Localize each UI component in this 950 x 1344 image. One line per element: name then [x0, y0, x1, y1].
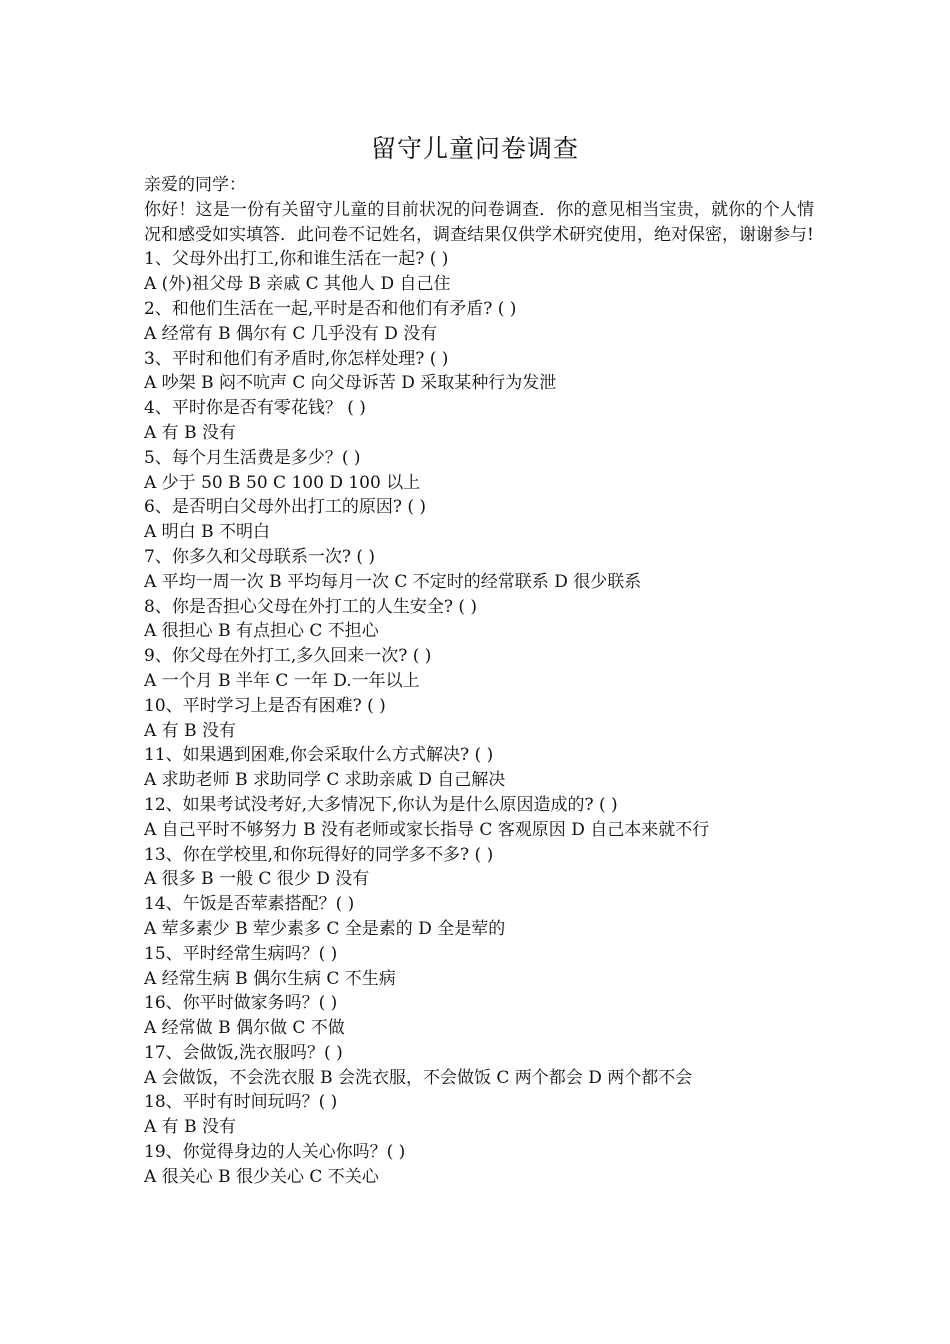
question-options: A 有 B 没有 — [144, 422, 236, 443]
question-item-11 — [144, 743, 814, 793]
question-text: 10、平时学习上是否有困难? ( ) — [144, 695, 386, 716]
question-item-17 — [144, 1041, 814, 1091]
question-item-12 — [144, 793, 814, 843]
question-options: A 求助老师 B 求助同学 C 求助亲戚 D 自己解决 — [144, 770, 506, 791]
question-item-15 — [144, 942, 814, 992]
question-item-14 — [144, 892, 814, 942]
question-text: 15、平时经常生病吗？( ) — [144, 943, 338, 964]
question-text: 18、平时有时间玩吗？( ) — [144, 1092, 338, 1113]
question-item-4 — [144, 396, 814, 446]
question-options: A 吵架 B 闷不吭声 C 向父母诉苦 D 采取某种行为发泄 — [144, 373, 557, 394]
question-options: A 一个月 B 半年 C 一年 D.一年以上 — [144, 670, 420, 691]
question-item-2 — [144, 297, 814, 347]
question-options: A 有 B 没有 — [144, 1117, 236, 1138]
question-text: 16、你平时做家务吗？( ) — [144, 993, 338, 1014]
question-item-3 — [144, 347, 814, 397]
question-item-9 — [144, 644, 814, 694]
question-text: 9、你父母在外打工,多久回来一次? ( ) — [144, 646, 432, 667]
question-text: 19、你觉得身边的人关心你吗？( ) — [144, 1142, 406, 1163]
question-list — [144, 247, 814, 1189]
question-text: 5、每个月生活费是多少？( ) — [144, 447, 361, 468]
page-title: 留守儿童问卷调查 — [370, 134, 579, 163]
question-options: A 荤多素少 B 荤少素多 C 全是素的 D 全是荤的 — [144, 918, 506, 939]
question-options: A 经常有 B 偶尔有 C 几乎没有 D 没有 — [144, 323, 438, 344]
question-item-1 — [144, 247, 814, 297]
question-options: A 有 B 没有 — [144, 720, 236, 741]
question-options: A 经常做 B 偶尔做 C 不做 — [144, 1018, 345, 1039]
question-options: A 会做饭，不会洗衣服 B 会洗衣服，不会做饭 C 两个都会 D 两个都不会 — [144, 1067, 693, 1088]
question-options: A 很关心 B 很少关心 C 不关心 — [144, 1166, 379, 1187]
question-text: 6、是否明白父母外出打工的原因? ( ) — [144, 497, 427, 518]
question-item-7 — [144, 545, 814, 595]
question-text: 1、父母外出打工,你和谁生活在一起? ( ) — [144, 249, 449, 270]
question-item-5 — [144, 446, 814, 496]
question-options: A 很多 B 一般 C 很少 D 没有 — [144, 869, 370, 890]
question-text: 8、你是否担心父母在外打工的人生安全? ( ) — [144, 596, 478, 617]
question-text: 2、和他们生活在一起,平时是否和他们有矛盾? ( ) — [144, 298, 517, 319]
question-item-16 — [144, 991, 814, 1041]
question-item-18 — [144, 1090, 814, 1140]
question-options: A 自己平时不够努力 B 没有老师或家长指导 C 客观原因 D 自己本来就不行 — [144, 819, 710, 840]
question-text: 13、你在学校里,和你玩得好的同学多不多? ( ) — [144, 844, 494, 865]
question-item-10 — [144, 694, 814, 744]
question-text: 14、午饭是否荤素搭配？( ) — [144, 894, 355, 915]
greeting: 亲爱的同学： — [144, 175, 246, 195]
question-options: A 平均一周一次 B 平均每月一次 C 不定时的经常联系 D 很少联系 — [144, 571, 642, 592]
question-item-6 — [144, 495, 814, 545]
question-options: A 很担心 B 有点担心 C 不担心 — [144, 621, 379, 642]
question-text: 7、你多久和父母联系一次? ( ) — [144, 546, 376, 567]
question-text: 17、会做饭,洗衣服吗？( ) — [144, 1042, 343, 1063]
intro-paragraph: 你好！这是一份有关留守儿童的目前状况的问卷调查．你的意见相当宝贵，就你的个人情况和感受如实填答．此问卷不记姓名，调查结果仅供学术研究使用，绝对保密，谢谢参与! — [144, 199, 814, 245]
question-item-8 — [144, 595, 814, 645]
question-options: A (外)祖父母 B 亲戚 C 其他人 D 自己住 — [144, 274, 451, 295]
question-options: A 明白 B 不明白 — [144, 522, 270, 543]
question-text: 12、如果考试没考好,大多情况下,你认为是什么原因造成的? ( ) — [144, 794, 618, 815]
question-options: A 少于 50 B 50 C 100 D 100 以上 — [144, 472, 421, 493]
question-text: 4、平时你是否有零花钱？ ( ) — [144, 398, 366, 419]
question-item-19 — [144, 1140, 814, 1190]
question-options: A 经常生病 B 偶尔生病 C 不生病 — [144, 968, 396, 989]
question-item-13 — [144, 843, 814, 893]
question-text: 11、如果遇到困难,你会采取什么方式解决? ( ) — [144, 745, 494, 766]
question-text: 3、平时和他们有矛盾时,你怎样处理? ( ) — [144, 348, 449, 369]
survey-content — [144, 173, 814, 1190]
